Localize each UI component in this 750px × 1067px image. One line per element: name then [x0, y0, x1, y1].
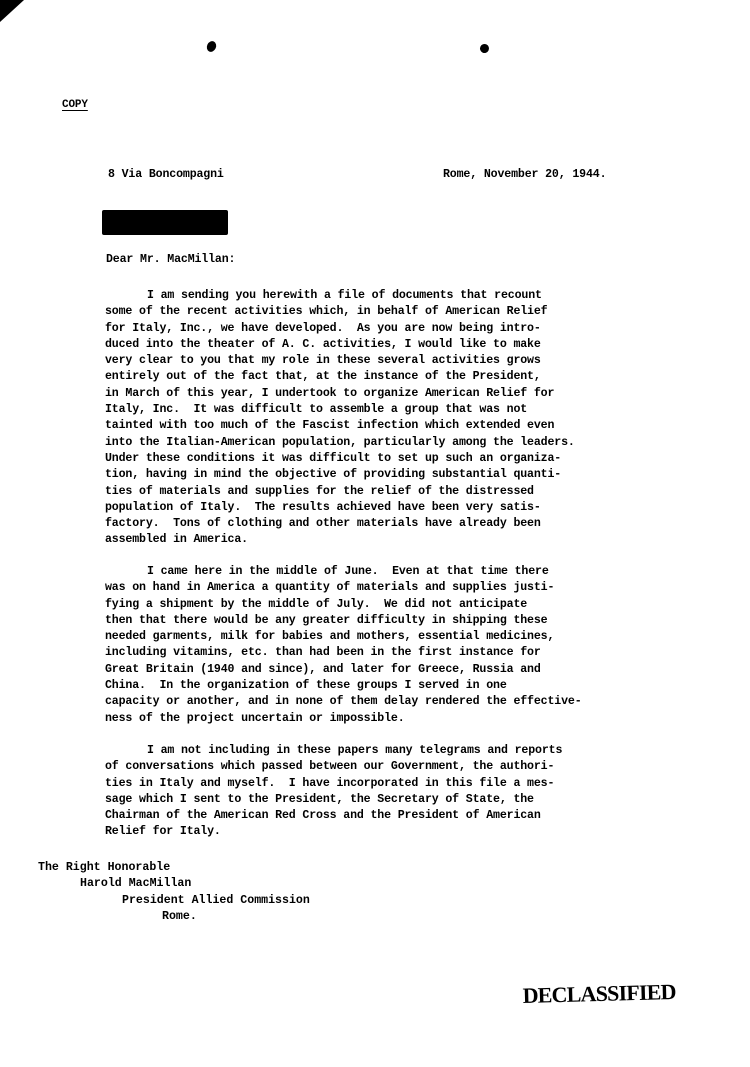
text-line: for Italy, Inc., we have developed. As you are now being intro- [105, 321, 541, 335]
text-line: sage which I sent to the President, the Secretary of State, the [105, 792, 534, 806]
body-paragraph-1 [105, 288, 685, 549]
addressee-name: Harold MacMillan [80, 877, 192, 891]
text-line: China. In the organization of these groups I served in one [105, 679, 507, 693]
text-line: ness of the project uncertain or impossible. [105, 711, 405, 725]
dateline: Rome, November 20, 1944. [443, 168, 607, 181]
addressee-block [38, 860, 310, 925]
text-line: Under these conditions it was difficult to set up such an organiza- [105, 451, 562, 465]
body-paragraph-2 [105, 564, 685, 727]
text-line: then that there would be any greater difficulty in shipping these [105, 613, 548, 627]
text-line: very clear to you that my role in these several activities grows [105, 354, 541, 368]
text-line: in March of this year, I undertook to organize American Relief for [105, 386, 555, 400]
copy-mark: COPY [62, 99, 88, 111]
scan-corner-mark [0, 0, 24, 22]
text-line: I came here in the middle of June. Even at that time there [147, 565, 549, 578]
redaction-bar [102, 210, 228, 235]
text-line: assembled in America. [105, 533, 248, 547]
text-line: fying a shipment by the middle of July. We did not anticipate [105, 597, 528, 611]
text-line: needed garments, milk for babies and mothers, essential medicines, [105, 630, 555, 644]
text-line: Chairman of the American Red Cross and the President of American [105, 809, 541, 823]
addressee-title: The Right Honorable [38, 861, 171, 874]
text-line: some of the recent activities which, in behalf of American Relief [105, 305, 548, 319]
text-line: of conversations which passed between our Government, the authori- [105, 760, 555, 774]
text-line: tainted with too much of the Fascist infection which extended even [105, 419, 555, 433]
body-paragraph-3 [105, 743, 685, 841]
text-line: Relief for Italy. [105, 825, 221, 839]
text-line: tion, having in mind the objective of providing substantial quanti- [105, 468, 562, 482]
ink-blot-left [205, 40, 218, 54]
addressee-city: Rome. [162, 909, 197, 923]
text-line: factory. Tons of clothing and other materials have already been [105, 517, 541, 531]
text-line: Great Britain (1940 and since), and later for Greece, Russia and [105, 662, 541, 676]
text-line: ties of materials and supplies for the relief of the distressed [105, 484, 534, 498]
text-line: was on hand in America a quantity of materials and supplies justi- [105, 581, 555, 595]
text-line: into the Italian-American population, particularly among the leaders. [105, 435, 575, 449]
declassified-stamp: DECLASSIFIED [522, 979, 676, 1009]
text-line: I am sending you herewith a file of documents that recount [147, 289, 542, 302]
text-line: entirely out of the fact that, at the instance of the President, [105, 370, 541, 384]
text-line: duced into the theater of A. C. activities, I would like to make [105, 337, 541, 351]
text-line: population of Italy. The results achieved have been very satis- [105, 500, 541, 514]
ink-blot-right [479, 43, 491, 55]
text-line: including vitamins, etc. than had been in the first instance for [105, 646, 541, 660]
text-line: ties in Italy and myself. I have incorporated in this file a mes- [105, 776, 555, 790]
sender-address: 8 Via Boncompagni [108, 168, 224, 181]
text-line: I am not including in these papers many telegrams and reports [147, 744, 563, 757]
text-line: Italy, Inc. It was difficult to assemble a group that was not [105, 403, 528, 417]
text-line: capacity or another, and in none of them delay rendered the effective- [105, 695, 582, 709]
salutation: Dear Mr. MacMillan: [106, 253, 236, 266]
addressee-position: President Allied Commission [122, 893, 310, 907]
